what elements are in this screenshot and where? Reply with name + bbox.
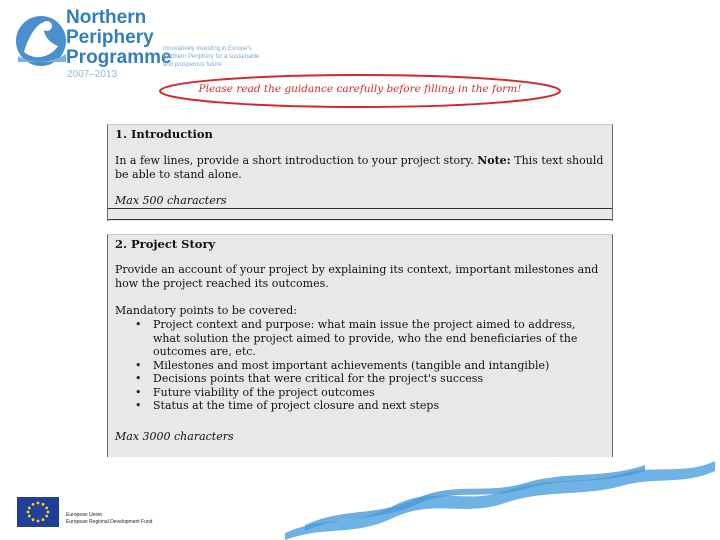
list-item: • Future viability of the project outcomes: [115, 386, 605, 400]
eu-line-2: European Regional Development Fund: [66, 519, 153, 525]
note-label: Note:: [477, 154, 511, 167]
brand-line-3: Programme: [66, 47, 172, 68]
section-title: 1. Introduction: [115, 127, 213, 141]
guidance-notice: Please read the guidance carefully before filling in the form!: [198, 83, 522, 95]
project-story-section: [107, 234, 613, 457]
npp-logo-icon: [14, 12, 72, 70]
divider: [108, 208, 612, 209]
programme-name: [66, 8, 172, 68]
list-item: • Status at the time of project closure and next steps: [115, 399, 605, 413]
divider: [108, 219, 612, 220]
note-text: This text should be able to stand alone.: [115, 154, 604, 181]
introduction-section: [107, 124, 613, 221]
eu-caption: [66, 512, 152, 526]
instruction-text: In a few lines, provide a short introduction to your project story.: [115, 154, 474, 167]
mandatory-points: [115, 318, 605, 413]
section-instructions: Provide an account of your project by explaining its context, important milestones and how the project reached its outcomes.: [115, 263, 599, 290]
programme-tagline: Innovatively investing in Europe's Northern Periphery for a sustainable and prosperous future: [163, 46, 260, 68]
mandatory-heading: Mandatory points to be covered:: [115, 304, 297, 317]
brand-line-1: Northern: [66, 7, 147, 28]
list-item: • Decisions points that were critical for the project's success: [115, 372, 605, 386]
section-title: 2. Project Story: [115, 237, 216, 251]
list-item: • Project context and purpose: what main issue the project aimed to address, what solution the project aimed to provide, who the end beneficiaries of the outcomes are, etc.: [115, 318, 605, 359]
section-instructions: [115, 154, 605, 181]
character-limit: Max 500 characters: [115, 194, 227, 207]
eu-flag-icon: [17, 497, 59, 527]
character-limit: Max 3000 characters: [115, 430, 234, 443]
eu-line-1: European Union: [66, 512, 103, 518]
list-item: • Milestones and most important achievements (tangible and intangible): [115, 359, 605, 373]
programme-years: 2007–2013: [67, 69, 118, 80]
wave-decoration: [285, 455, 715, 540]
brand-line-2: Periphery: [66, 27, 154, 48]
